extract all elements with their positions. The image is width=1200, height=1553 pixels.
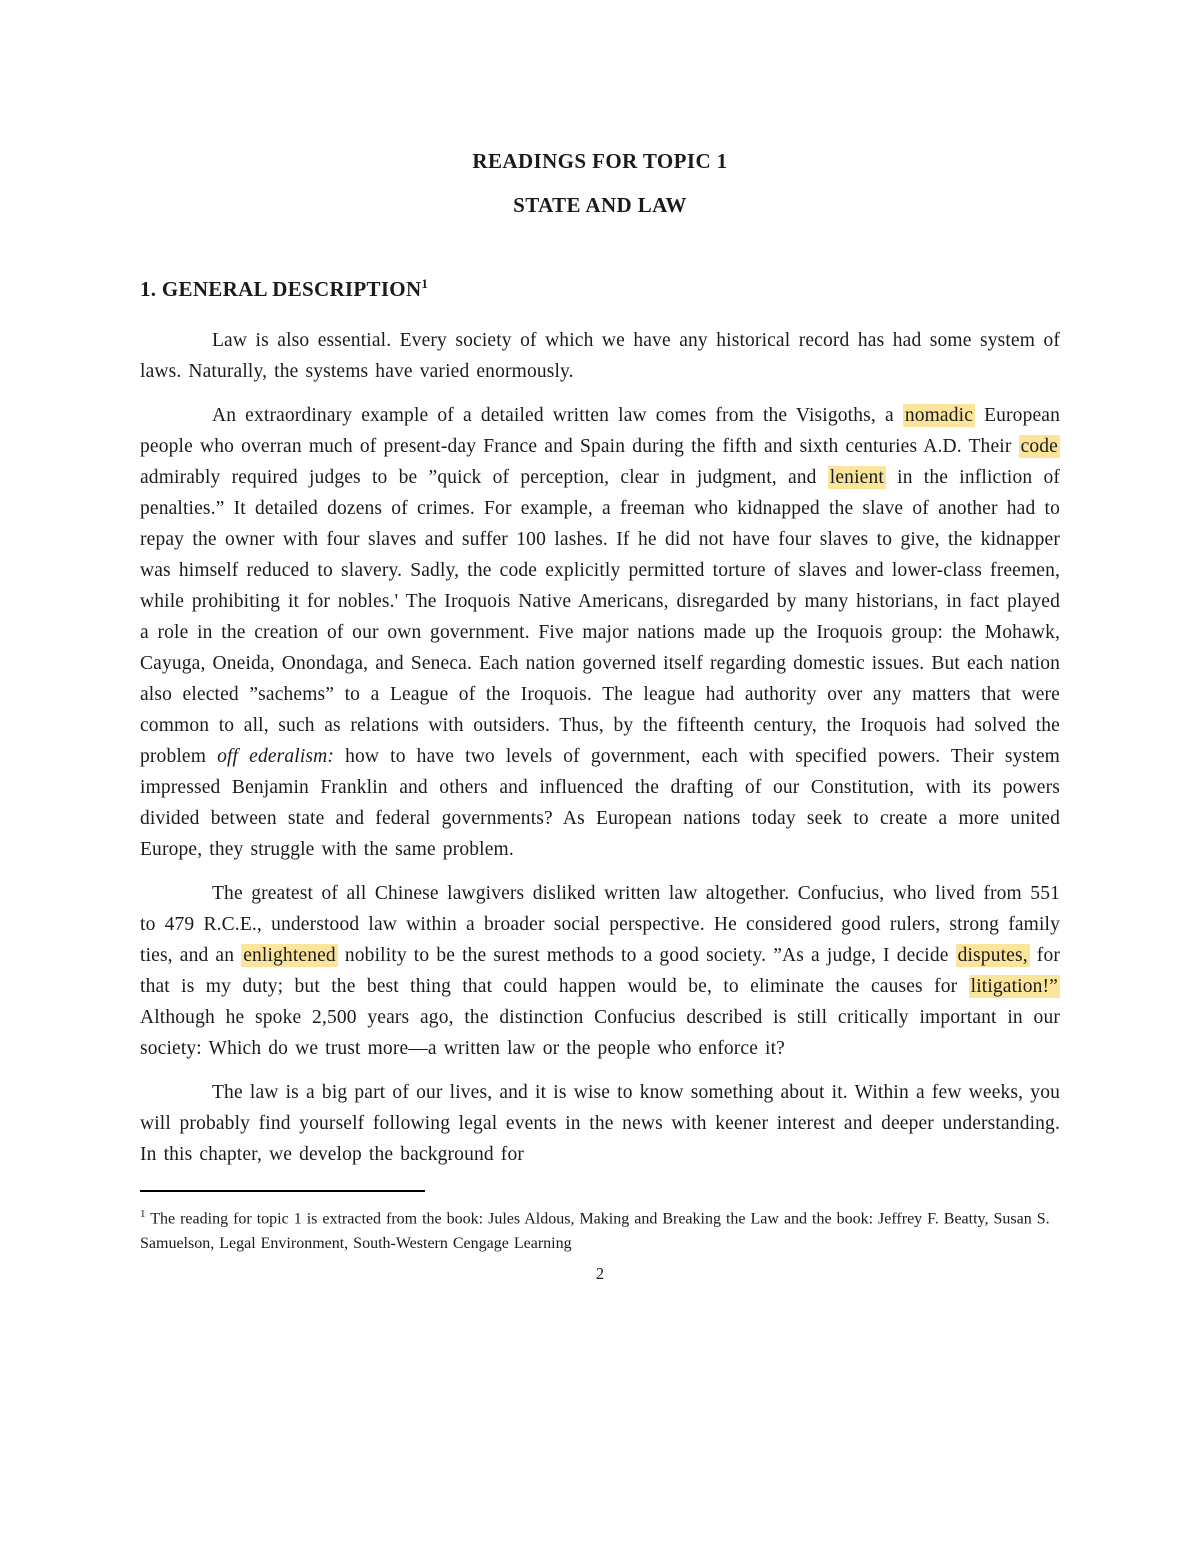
text-segment: The greatest of all Chinese lawgivers disliked written law altogether. Confucius, who lived from 551 to 479 R.C.E., understood law within a broader social perspective. He considered good rulers, strong family ties, and an	[140, 883, 1060, 966]
text-segment: for that is my duty; but the best thing that could happen would be, to eliminate the causes for	[140, 945, 1060, 997]
italic-text: off ederalism:	[217, 746, 335, 767]
text-segment: in the infliction of penalties.” It detailed dozens of crimes. For example, a freeman who kidnapped the slave of another had to repay the owner with four slaves and suffer 100 lashes. If he did not have four slaves to give, the kidnapper was himself reduced to slavery. Sadly, the code explicitly permitted torture of slaves and lower-class freemen, while prohibiting it for nobles.' The Iroquois Native Americans, disregarded by many historians, in fact played a role in the creation of our own government. Five major nations made up the Iroquois group: the Mohawk, Cayuga, Oneida, Onondaga, and Seneca. Each nation governed itself regarding domestic issues. But each nation also elected ”sachems” to a League of the Iroquois. The league had authority over any matters that were common to all, such as relations with outsiders. Thus, by the fifteenth century, the Iroquois had solved the problem	[140, 467, 1060, 767]
paragraph-visigoths-iroquois	[140, 400, 1060, 865]
text-segment: admirably required judges to be ”quick of perception, clear in judgment, and	[140, 467, 828, 488]
text-segment: Law is also essential. Every society of which we have any historical record has had some system of laws. Naturally, the systems have varied enormously.	[140, 330, 1060, 382]
section-heading	[140, 270, 1060, 303]
text-segment: European people who overran much of present-day France and Spain during the fifth and sixth centuries A.D. Their	[140, 405, 1060, 457]
highlighted-text: code	[1020, 436, 1058, 457]
text-segment: The reading for topic 1 is extracted from the book: Jules Aldous, Making and Breaking the Law and the book: Jeffrey F. Beatty, Susan S. Samuelson, Legal Environment, South-Western Cengage Learning	[140, 1210, 1050, 1253]
text-segment: The law is a big part of our lives, and it is wise to know something about it. Within a few weeks, you will probably find yourself following legal events in the news with keener interest and deeper understanding. In this chapter, we develop the background for	[140, 1082, 1060, 1165]
highlighted-text: litigation!”	[970, 976, 1058, 997]
footnote	[140, 1202, 1060, 1256]
page-number: 2	[595, 1264, 605, 1284]
paragraph-law-in-our-lives	[140, 1077, 1060, 1170]
footnote-divider	[140, 1190, 425, 1192]
highlighted-text: nomadic	[904, 405, 974, 426]
footnote-text	[140, 1210, 1050, 1252]
highlighted-text: disputes,	[957, 945, 1028, 966]
highlighted-text: lenient	[829, 467, 884, 488]
section-heading-footnote-ref: 1	[421, 276, 429, 291]
text-segment: An extraordinary example of a detailed written law comes from the Visigoths, a	[212, 405, 903, 426]
paragraph-confucius	[140, 878, 1060, 1064]
footnote-marker: 1	[140, 1208, 146, 1220]
paragraph-intro	[140, 325, 1060, 387]
title-line-2: STATE AND LAW	[513, 193, 687, 217]
section-heading-text: 1. GENERAL DESCRIPTION	[140, 277, 422, 301]
highlighted-text: enlightened	[243, 945, 336, 966]
document-title	[140, 146, 1060, 220]
text-segment: Although he spoke 2,500 years ago, the distinction Confucius described is still critically important in our society: Which do we trust more—a written law or the people who enforce it?	[140, 1007, 1060, 1059]
text-segment: nobility to be the surest methods to a good society. ”As a judge, I decide	[337, 945, 956, 966]
title-line-1: READINGS FOR TOPIC 1	[472, 149, 728, 173]
text-segment: how to have two levels of government, each with specified powers. Their system impressed Benjamin Franklin and others and influenced the drafting of our Constitution, with its powers divided between state and federal governments? As European nations today seek to create a more united Europe, they struggle with the same problem.	[140, 746, 1061, 860]
